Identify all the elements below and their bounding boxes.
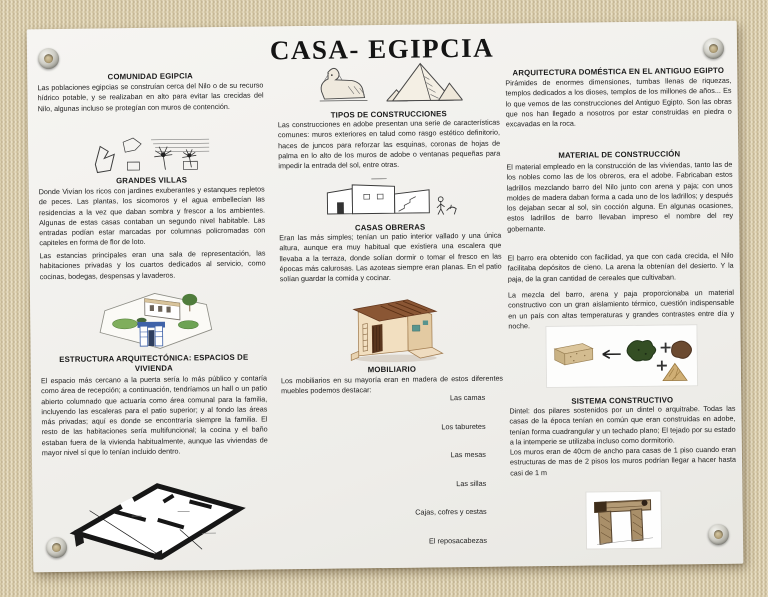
heading-grandes-villas: GRANDES VILLAS	[116, 175, 188, 186]
paragraph-villas-1: Donde Vivían los ricos con jardines exuberantes y estanques repletos de peces. Las plantas, los sicomoros y el agua embellecían las residencias a la vez que daban sombra y frescor a los ambientes. Algunas de estas casas contaban un segundo nivel habitable. Las entradas podían estar marcadas por columnas policromadas con capiteles en forma de flor de loto.	[38, 184, 266, 248]
adobe-materials-image	[508, 325, 735, 388]
page-title: CASA- EGIPCIA	[269, 32, 495, 66]
list-item: Las sillas	[456, 478, 487, 488]
heading-sistema-constructivo: SISTEMA CONSTRUCTIVO	[571, 395, 674, 406]
paragraph-tipos: Las construcciones en adobe presentan una serie de características comunes: muros exteriores en talud como rasgo estético definitorio, haces de juncos para reforzar las esquinas, coronas de hojas de palma en lo alto de los muros de adobe o ventanas pequeñas para impedir la entrada del sol, entre otras.	[277, 117, 501, 171]
paragraph-material-2: El barro era obtenido con facilidad, ya que con cada crecida, el Nilo facilitaba depósitos de cieno. La arena la obtenían del desierto. Y la paja, de la gran cantidad de cereales que cultivaban.	[507, 250, 734, 284]
heading-comunidad-egipcia: COMUNIDAD EGIPCIA	[107, 71, 193, 82]
heading-casas-obreras: CASAS OBRERAS	[354, 222, 426, 233]
column-left	[37, 26, 270, 572]
list-item: Las mesas	[450, 449, 486, 460]
village-map-sketch-image	[38, 126, 265, 175]
list-item: Cajas, cofres y cestas	[415, 506, 487, 517]
heading-material-construccion: MATERIAL DE CONSTRUCCIÓN	[558, 149, 681, 160]
paragraph-material-3: La mezcla del barro, arena y paja proporcionaba un material constructivo con un gran aislamiento térmico, cuestión indispensable en un país con altas temperaturas y grandes contrastes entre día y noche.	[507, 287, 735, 331]
paragraph-mobiliario: Los mobiliarios en su mayoría eran en madera de estos diferentes muebles podemos destacar:	[280, 373, 504, 396]
paragraph-sistema-1: Dintel: dos pilares sostenidos por un dintel o arquitrabe. Todas las casas de la época tenían en común que eran construidas en adobe, tenían forma cuadrangular y un techado plano; El tejado por su estado a la intemperie se utilizaba incluso como dormitorio.	[509, 403, 736, 447]
column-middle	[277, 24, 506, 570]
paragraph-sistema	[509, 404, 736, 479]
list-item: El reposacabezas	[428, 535, 488, 545]
paragraph-material-1: El material empleado en la construcción de las viviendas, tanto las de los nobles como las de los obreros, era el adobe. Fabricaban estos ladrillos mezclando barro del Nilo junto con arena y paja; con unos moldes de madera daban forma a cada uno de los ladrillos; y después los dejaban secar al sol, sin cocción alguna. En algunas ocasiones, estos ladrillos de barro llevaban impreso el nombre del rey gobernante.	[506, 159, 734, 234]
paragraph-arquitectura: Pirámides de enormes dimensiones, tumbas llenas de riquezas, templos dedicados a los dioses, templos de los millones de años... Es lo que vemos de las construcciones del Antiguo Egipto. Son las obras que nos han llegado a nosotros por estar construidas en piedra o excavadas en la roca.	[505, 75, 732, 129]
heading-tipos-construcciones: TIPOS DE CONSTRUCCIONES	[330, 109, 447, 120]
heading-estructura-arquitectonica: ESTRUCTURA ARQUITECTÓNICA: ESPACIOS DE VIVIENDA	[59, 352, 249, 374]
paragraph-sistema-2: Los muros eran de 40cm de ancho para casas de 1 piso cuando eran estructuras de mas de 2 pisos los muros podrían llegar a hacer hasta casi de 1 m	[509, 444, 737, 478]
floor-plan-sketch-image	[42, 466, 269, 561]
adobe-buildings-sketch-image	[278, 172, 501, 223]
paragraph-estructura: El espacio más cercano a la puerta sería lo más público y contaría como área de recepción; a continuación, tendríamos un hall o un patio abierto columnado que actuaría como área comunal para la familia, incluyendo las escaleras para el patio superior; y al fondo las áreas más privadas; aquí es donde se encontraría siempre la familia. El resto de las habitaciones sería multifuncional; la cocina y el baño estaban fuera de la vivienda habitualmente, aunque las viviendas de mayor nivel sí que lo tenían incluido dentro.	[40, 373, 268, 458]
worker-house-image	[280, 278, 503, 365]
column-right	[505, 21, 738, 567]
paragraph-villas-2: Las estancias principales eran una sala de representación, las habitaciones privadas y los cuartos dedicados al servicio, como cocinas, bodegas, despensas y lavaderos.	[39, 248, 266, 281]
sphinx-pyramids-images	[277, 56, 500, 107]
mobiliario-list	[281, 393, 505, 567]
heading-arquitectura-domestica: ARQUITECTURA DOMÉSTICA EN EL ANTIGUO EGIPTO	[512, 65, 725, 78]
sphinx-sketch-image	[314, 63, 373, 106]
pyramids-sketch-image	[386, 56, 463, 105]
heading-mobiliario: MOBILIARIO	[367, 364, 417, 375]
lintel-structure-image	[510, 491, 737, 550]
poster-card	[27, 21, 744, 573]
list-item: Las camas	[449, 392, 486, 403]
paragraph-comunidad: Las poblaciones egipcias se construían cerca del Nilo o de su recurso hídrico potable, y se realizaban en alto para evitar las crecidas del Nilo, algunas incluso se protegían con muros de contención.	[37, 80, 264, 113]
paragraph-casas-obreras: Eran las más simples; tenían un patio interior vallado y una única altura, aunque era muy habitual que existiera una escalera que llevaba a la terraza, donde solían dormir o tomar el fresco en las épocas más calurosas. Las azoteas siempre eran planas. En el patio solían guardar la comida y cocinar.	[279, 230, 502, 284]
list-item: Los taburetes	[441, 421, 486, 431]
villa-garden-image	[40, 280, 267, 353]
